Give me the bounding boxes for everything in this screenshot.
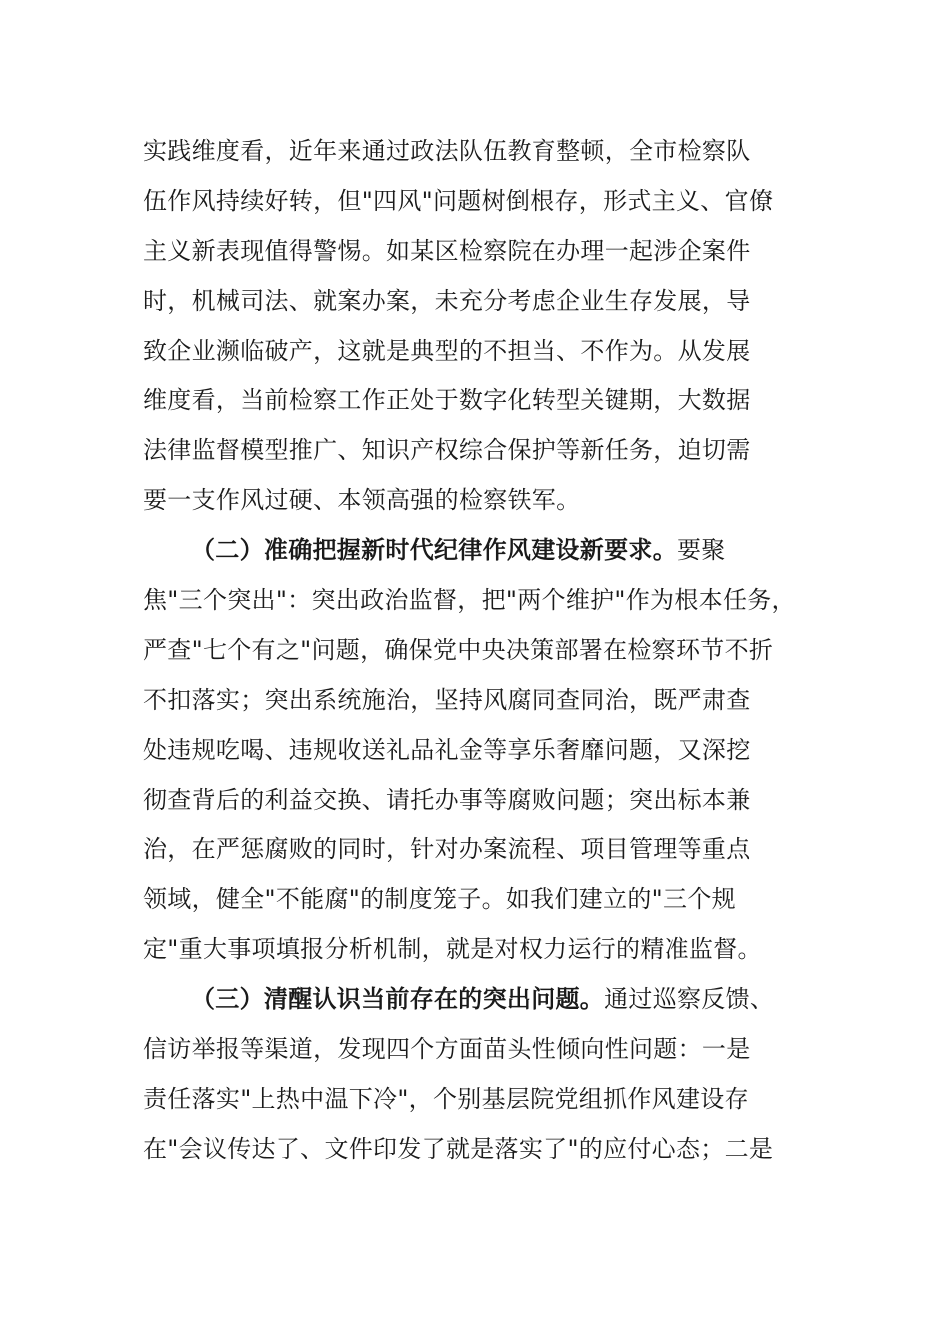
body-line: 主义新表现值得警惕。如某区检察院在办理一起涉企案件: [143, 236, 751, 265]
body-line: 伍作风持续好转，但"四风"问题树倒根存，形式主义、官僚: [143, 186, 774, 215]
document-body: [143, 127, 843, 1175]
body-line: 信访举报等渠道，发现四个方面苗头性倾向性问题：一是: [143, 1035, 751, 1064]
body-line: 责任落实"上热中温下冷"，个别基层院党组抓作风建设存: [143, 1084, 749, 1113]
body-line: 法律监督模型推广、知识产权综合保护等新任务，迫切需: [143, 436, 751, 465]
body-line: 要一支作风过硬、本领高强的检察铁军。: [143, 486, 581, 515]
section-2-lead-text: 要聚: [677, 536, 726, 565]
body-line: 处违规吃喝、违规收送礼品礼金等享乐奢靡问题，又深挖: [143, 735, 751, 764]
body-line: 定"重大事项填报分析机制，就是对权力运行的精准监督。: [143, 935, 762, 964]
section-3-first-line: [143, 975, 843, 1025]
body-line: 维度看，当前检察工作正处于数字化转型关键期，大数据: [143, 386, 751, 415]
section-2-heading: （二）准确把握新时代纪律作风建设新要求。: [191, 536, 677, 565]
body-line: 领域，健全"不能腐"的制度笼子。如我们建立的"三个规: [143, 885, 736, 914]
body-line: 实践维度看，近年来通过政法队伍教育整顿，全市检察队: [143, 137, 751, 165]
body-line: 彻查背后的利益交换、请托办事等腐败问题；突出标本兼: [143, 785, 751, 814]
body-line: 致企业濒临破产，这就是典型的不担当、不作为。从发展: [143, 336, 751, 365]
body-line: 不扣落实；突出系统施治，坚持风腐同查同治，既严肃查: [143, 685, 751, 714]
body-line: 严查"七个有之"问题，确保党中央决策部署在检察环节不折: [143, 635, 774, 664]
body-line: 治，在严惩腐败的同时，针对办案流程、项目管理等重点: [143, 835, 751, 864]
section-3-heading: （三）清醒认识当前存在的突出问题。: [191, 985, 605, 1014]
section-3-lead-text: 通过巡察反馈、: [604, 985, 775, 1014]
body-line: 焦"三个突出"：突出政治监督，把"两个维护"作为根本任务，: [143, 586, 796, 615]
body-line: 时，机械司法、就案办案，未充分考虑企业生存发展，导: [143, 286, 751, 315]
body-line: 在"会议传达了、文件印发了就是落实了"的应付心态；二是: [143, 1134, 774, 1163]
section-2-first-line: [143, 526, 843, 576]
